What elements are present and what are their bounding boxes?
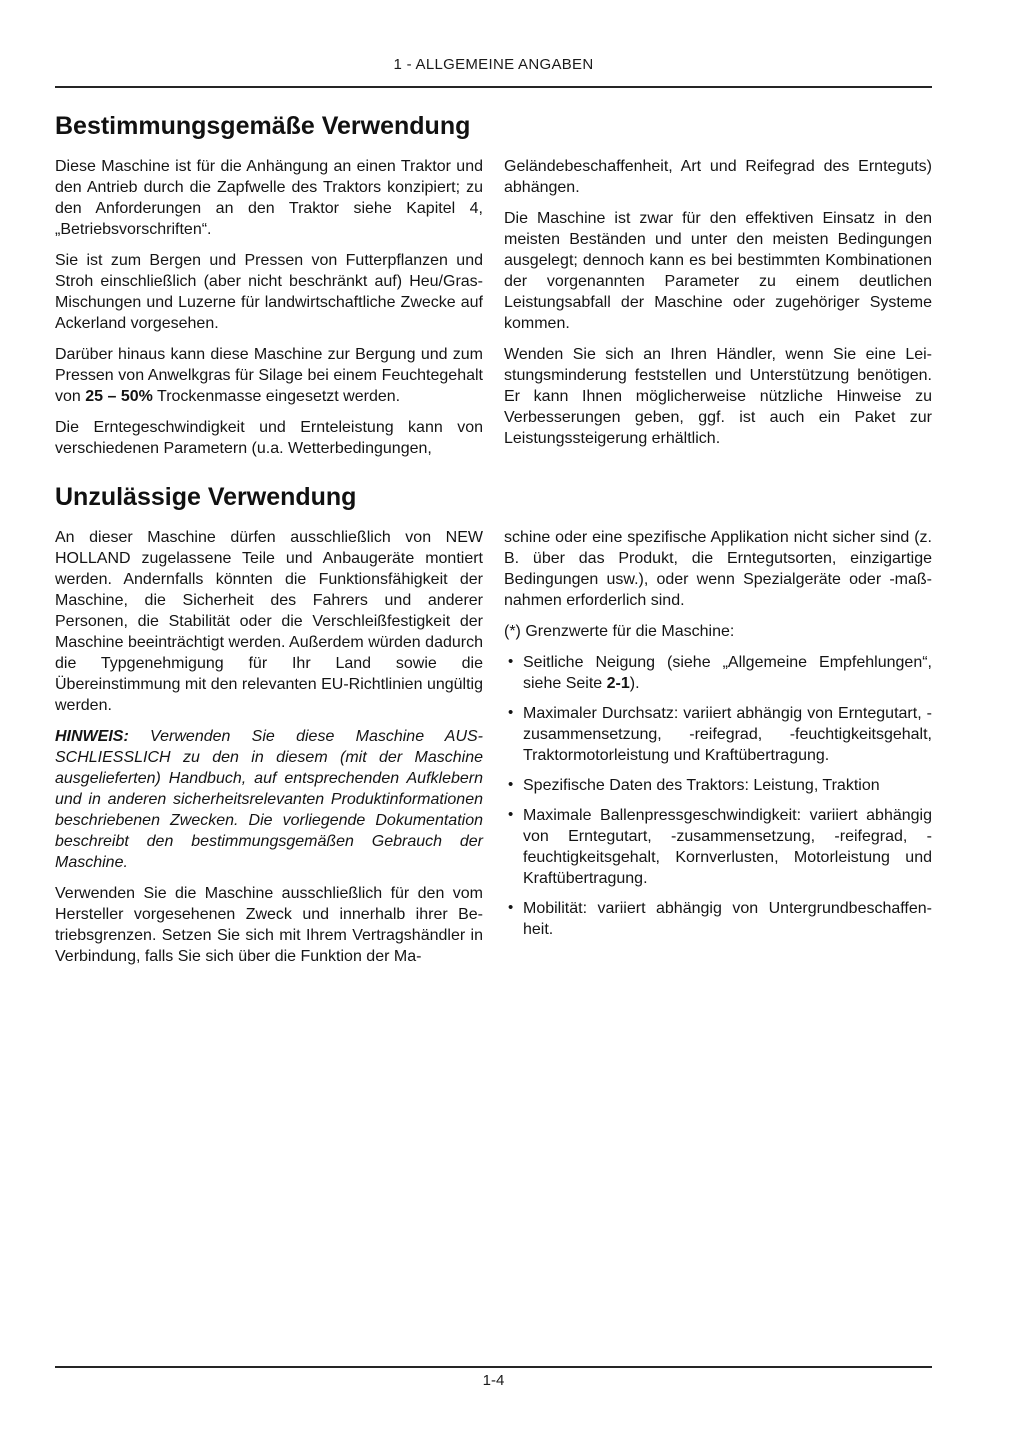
list-item-max-baling-speed: • Maximale Ballenpressgeschwindigkeit: variiert abhängig von Erntegutart, -zusammensetzung, -reifegrad, -feuchtigkeitsgehalt, Kornverlusten, Motorleistung und Kraftübertragung. [504, 805, 932, 889]
paragraph: An dieser Maschine dürfen ausschließlich von NEW HOLLAND zugelassene Teile und Anbaugeräte montiert werden. Andernfalls könnten die Funktionsfähigkeit der Maschine, die Sicherheit des Fahrers und anderer Personen, die Stabilität oder die Verschleißfestigkeit der Maschine beeinträchtigt werden. Außerdem würden dadurch die Typgenehmigung für Ihr Land sowie die Übereinstimmung mit den relevanten EU-Richtlinien ungültig werden. [55, 529, 483, 714]
section-title-prohibited-use: Unzulässige Verwendung [55, 483, 357, 511]
left-column [55, 527, 483, 967]
section-intended-use [55, 111, 932, 459]
page-number: 1-4 [482, 1372, 505, 1389]
paragraph: Wenden Sie sich an Ihren Händler, wenn Sie eine Leistungsminderung feststellen und Unterstützung benötigen. Er kann Ihnen möglicherweise nützliche Hinweise zu Verbesserungen geben, ggf. ist auch ein Paket zur Leistungssteigerung erhältlich. [504, 346, 932, 447]
text-segment: ). [629, 675, 640, 692]
section-title-intended-use: Bestimmungsgemäße Verwendung [55, 112, 471, 140]
paragraph: Geländebeschaffenheit, Art und Reifegrad des Ernteguts) abhängen. [504, 158, 932, 196]
paragraph: Die Maschine ist zwar für den effektiven Einsatz in den meisten Beständen und unter den meisten Bedingungen ausgelegt; dennoch kann es bei bestimmten Kombinationen der vorgenannten Parameter zu einem deutlichen Leistungsabfall der Maschine oder zugehöriger Systeme kommen. [504, 210, 932, 332]
note-paragraph [55, 726, 483, 873]
page-footer [55, 1366, 932, 1389]
bold-text-page-ref: 2-1 [606, 675, 630, 692]
note-text: Verwenden Sie diese Maschine AUSSCHLIESSLICH zu den in diesem (mit der Maschine ausgelieferten) Handbuch, auf entsprechenden Aufklebern und in anderen sicherheitsrelevanten Produktinformationen beschriebenen Zwecken. Die vorliegende Dokumentation beschreibt den bestimmungsgemäßen Gebrauch der Maschine. [55, 728, 483, 871]
footer-rule [55, 1366, 932, 1368]
right-column [504, 527, 932, 967]
machine-limits-intro: (*) Grenzwerte für die Maschine: [504, 623, 735, 640]
paragraph [55, 344, 483, 407]
left-column [55, 156, 483, 459]
right-column [504, 156, 932, 459]
two-column-layout [55, 527, 932, 967]
machine-limits-list [504, 652, 932, 940]
list-item-lateral-slope [504, 652, 932, 694]
paragraph: Verwenden Sie die Maschine ausschließlich für den vom Hersteller vorgesehenen Zweck und innerhalb ihrer Betriebsgrenzen. Setzen Sie sich mit Ihrem Vertragshändler in Verbindung, falls Sie sich über die Funktion der Ma- [55, 885, 483, 965]
list-item-tractor-data: • Spezifische Daten des Traktors: Leistung, Traktion [504, 775, 932, 796]
list-item-max-throughput: • Maximaler Durchsatz: variiert abhängig von Erntegutart, -zusammensetzung, -reifegrad, -feuchtigkeitsgehalt, Traktormotorleistung und Kraftübertragung. [504, 703, 932, 766]
paragraph: schine oder eine spezifische Applikation nicht sicher sind (z. B. über das Produkt, die Erntegutsorten, einzigartige Bedingungen usw.), oder wenn Spezialgeräte oder -maßnahmen erforderlich sind. [504, 529, 932, 609]
paragraph: Sie ist zum Bergen und Pressen von Futterpflanzen und Stroh einschließlich (aber nicht beschränkt auf) Heu/Gras-Mischungen und Luzerne für landwirtschaftliche Zwecke auf Ackerland vorgesehen. [55, 252, 483, 332]
two-column-layout [55, 156, 932, 459]
paragraph: Diese Maschine ist für die Anhängung an einen Traktor und den Antrieb durch die Zapfwelle des Traktors konzipiert; zu den Anforderungen an den Traktor siehe Kapitel 4, „Betriebsvorschriften“. [55, 158, 483, 238]
page-content [55, 0, 932, 967]
bold-text-moisture-range: 25 – 50% [85, 388, 153, 405]
text-segment: Darüber hinaus kann diese Maschine zur Bergung und zum Pressen von Anwelkgras für Silage bei einem Feuchtegehalt von [55, 346, 483, 405]
list-item-mobility: • Mobilität: variiert abhängig von Untergrundbeschaffenheit. [504, 898, 932, 940]
text-segment: Seitliche Neigung (siehe „Allgemeine Empfehlungen“, siehe Seite [523, 654, 932, 692]
header-rule [55, 86, 932, 88]
section-prohibited-use [55, 482, 932, 967]
note-label: HINWEIS: [55, 728, 129, 745]
running-header: 1 - ALLGEMEINE ANGABEN [393, 56, 594, 73]
paragraph: Die Erntegeschwindigkeit und Ernteleistung kann von verschiedenen Parametern (u.a. Wetterbedingungen, [55, 419, 483, 457]
text-segment: Trockenmasse eingesetzt werden. [152, 388, 401, 405]
